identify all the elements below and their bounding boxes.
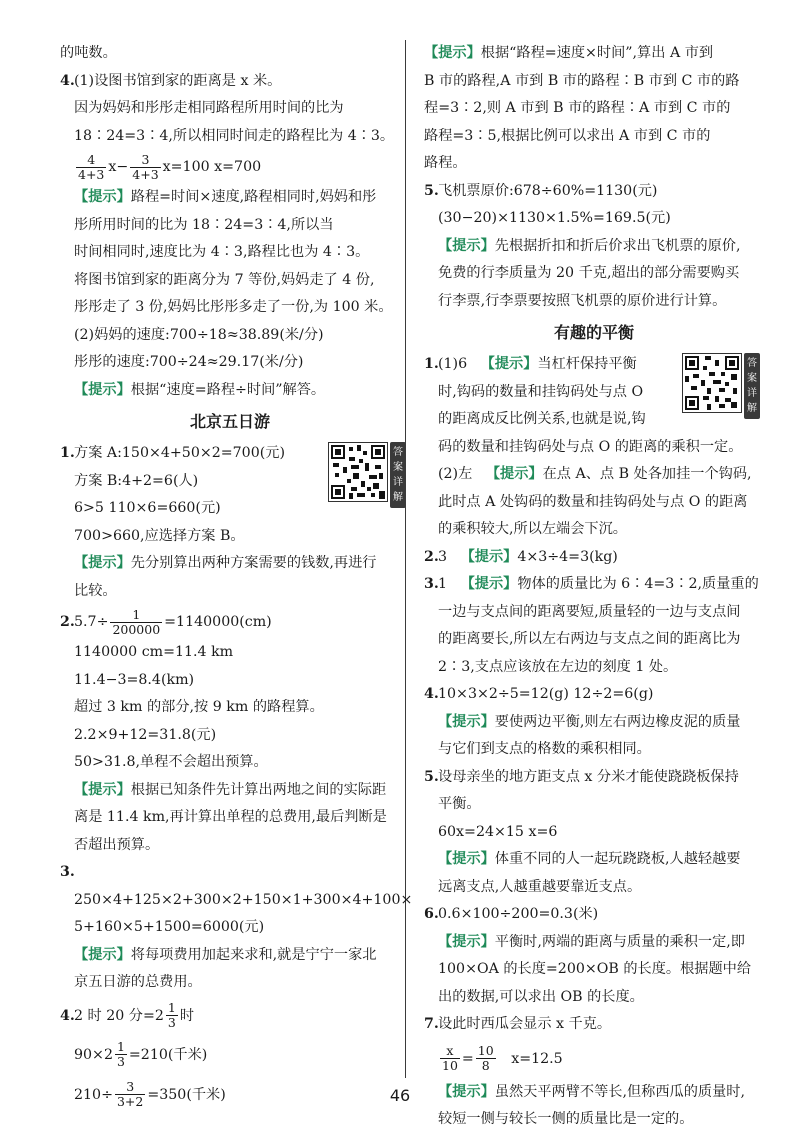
hint-line: 彤彤走了 3 份,妈妈比彤彤多走了一份,为 100 米。	[74, 299, 393, 315]
answer-line: 1140000 cm=11.4 km	[74, 644, 234, 660]
balance-question-2: 2.3 【提示】4×3÷4=3(kg)	[424, 544, 764, 572]
question-number: 4.	[60, 1007, 75, 1024]
page-number: 46	[389, 1086, 411, 1105]
qr-code	[682, 353, 762, 421]
section-title: 北京五日游	[189, 412, 270, 431]
hint-line: 免费的行李质量为 20 千克,超出的部分需要购买	[438, 265, 740, 281]
fraction: $\frac{3}{4+3}$	[132, 151, 159, 182]
section-title: 有趣的平衡	[553, 323, 634, 342]
hint-line: 京五日游的总费用。	[74, 974, 202, 990]
continued-text: 的吨数。	[60, 45, 117, 61]
answer-line: (2)左 【提示】在点 A、点 B 处各加挂一个钩码,	[438, 466, 752, 482]
qr-code-icon	[682, 353, 742, 413]
question-number: 3.	[424, 576, 439, 592]
hint-tag: 【提示】	[424, 45, 481, 61]
hint-block: 【提示】根据已知条件先计算出两地之间的实际距	[74, 781, 387, 798]
answer-line: 700>660,应选择方案 B。	[74, 527, 245, 544]
answer-line: (30−20)×1130×1.5%=169.5(元)	[438, 210, 671, 226]
question-number: 1.	[424, 356, 439, 372]
hint-tag: 【提示】	[438, 851, 495, 867]
hint-line: 时间相同时,速度比为 4∶3,路程比也为 4∶3。	[74, 244, 370, 260]
answer-line: 超过 3 km 的部分,按 9 km 的路程算。	[74, 699, 324, 715]
fraction: $\frac{1}{200000}$	[112, 606, 161, 637]
left-column	[60, 40, 413, 1115]
answer-line: 飞机票原价:678÷60%=1130(元)	[438, 182, 658, 199]
hint-block: 【提示】虽然天平两臂不等长,但称西瓜的质量时,	[438, 1083, 745, 1100]
question-number: 1.	[60, 445, 75, 461]
question-2: 2.5.7÷ $\frac{1}{200000}$ =1140000(cm) 1140000 cm=11.4 km 11.4−3=8.4(km) 超过 3 km 的部分,按 9 km 的路程算。 2.2×9+12=31.8(元) 50>31.8,单程不会超出预算。 【提示】根据已知条件先计算出两地之间的实际距 离是 11.4 km,再计算出单程的总费用,最后判断是 否超出预算。	[60, 605, 400, 859]
hint-tag: 【提示】	[74, 555, 131, 571]
fraction: $\frac{3}{3+2}$	[116, 1079, 144, 1109]
hint-line: 2∶3,支点应该放在左边的刻度 1 处。	[438, 658, 678, 675]
hint-line: 路程。	[424, 155, 467, 171]
balance-question-5	[424, 764, 764, 902]
hint-tag: 【提示】	[438, 713, 495, 730]
answer-line: 的乘积较大,所以左端会下沉。	[438, 521, 627, 537]
hint-line: 路程=3∶5,根据比例可以求出 A 市到 C 市的	[424, 127, 711, 144]
answer-line: 时,钩码的数量和挂钩码处与点 O	[438, 383, 644, 400]
hint-tag: 【提示】	[74, 189, 131, 205]
qr-code-icon	[328, 442, 388, 502]
balance-question-6	[424, 901, 764, 1011]
question-4	[60, 68, 400, 405]
qr-label: 答案详解	[744, 353, 760, 419]
answer-line: 码的数量和挂钩码处与点 O 的距离的乘积一定。	[438, 438, 743, 455]
hint-tag: 【提示】	[460, 576, 518, 592]
column-divider	[405, 40, 406, 1078]
hint-block: 【提示】根据“速度=路程÷时间”解答。	[74, 381, 326, 398]
question-number: 5.	[424, 182, 439, 199]
question-1	[60, 440, 403, 605]
question-3	[60, 859, 413, 997]
answer-line: 18∶24=3∶4,所以相同时间走的路程比为 4∶3。	[74, 127, 395, 144]
answer-line: 此时点 A 处钩码的数量和挂钩码处与点 O 的距离	[438, 493, 748, 510]
answer-line: 设母亲坐的地方距支点 x 分米才能使跷跷板保持	[438, 768, 739, 785]
hint-block: 【提示】根据“路程=速度×时间”,算出 A 市到 B 市的路程,A 市到 B 市的路程∶B 市到 C 市的路 程=3∶2,则 A 市到 B 市的路程∶A 市到 C 市的 路程=3∶5,根据比例可以求出 A 市到 C 市的 路程。	[424, 40, 764, 178]
balance-question-3: 3.1 【提示】物体的质量比为 6∶4=3∶2,质量重的 一边与支点间的距离要短,质量轻的一边与支点间 的距离要长,所以左右两边与支点之间的距离比为 2∶3,支点应该放在左边的刻度 1 处。	[424, 571, 764, 681]
hint-line: 比较。	[74, 582, 117, 599]
hint-line: 100×OA 的长度=200×OB 的长度。根据题中给	[438, 961, 752, 977]
question-5	[424, 178, 764, 316]
question-number: 7.	[424, 1016, 439, 1032]
fraction: $\frac{4}{4+3}$	[78, 151, 105, 182]
balance-question-7	[424, 1011, 764, 1134]
hint-tag: 【提示】	[74, 946, 131, 963]
hint-tag: 【提示】	[438, 933, 495, 950]
fraction: $\frac{1}{3}$	[167, 1000, 176, 1030]
answer-line: 彤彤的速度:700÷24≈29.17(米/分)	[74, 354, 304, 370]
answer-line: 的距离成反比例关系,也就是说,钩	[438, 411, 646, 427]
hint-block: 【提示】将每项费用加起来求和,就是宁宁一家北	[74, 946, 377, 963]
answer-line: (1)设图书馆到家的距离是 x 米。	[74, 72, 282, 89]
answer-line: 250×4+125×2+300×2+150×1+300×4+100×	[74, 891, 413, 908]
hint-line: 较短一侧与较长一侧的质量比是一定的。	[438, 1111, 694, 1127]
hint-tag: 【提示】	[74, 381, 131, 398]
fraction: $\frac{10}{8}$	[477, 1043, 494, 1073]
answer-line: 11.4−3=8.4(km)	[74, 671, 195, 688]
hint-block: 【提示】路程=时间×速度,路程相同时,妈妈和彤	[74, 189, 377, 205]
question-number: 6.	[424, 906, 439, 922]
equation-line: 210÷ $\frac{3}{3+2}$ =350(千米)	[74, 1079, 226, 1109]
answer-line: 60x=24×15 x=6	[438, 823, 558, 840]
right-column	[424, 40, 764, 1134]
question-number: 3.	[60, 864, 75, 880]
answer-line: 设此时西瓜会显示 x 千克。	[438, 1016, 612, 1032]
hint-line: 的距离要长,所以左右两边与支点之间的距离比为	[438, 631, 741, 647]
question-4b: 4.2 时 20 分=2 $\frac{1}{3}$ 时 90×2 $\frac{1}{3}$ =210(千米) 210÷ $\frac{3}{3+2}$ =350(千米)	[60, 997, 400, 1115]
hint-line: 远离支点,人越重越要靠近支点。	[438, 878, 642, 895]
hint-line: 出的数据,可以求出 OB 的长度。	[438, 988, 644, 1005]
hint-tag: 【提示】	[480, 356, 538, 372]
answer-line: 0.6×100÷200=0.3(米)	[438, 906, 599, 922]
qr-code	[328, 442, 408, 510]
hint-block: 【提示】体重不同的人一起玩跷跷板,人越轻越要	[438, 851, 741, 867]
hint-line: 程=3∶2,则 A 市到 B 市的路程∶A 市到 C 市的	[424, 100, 731, 116]
hint-block: 【提示】先根据折扣和折后价求出飞机票的原价,	[438, 237, 741, 254]
hint-line: 与它们到支点的格数的乘积相同。	[438, 741, 651, 757]
answer-line: 6>5 110×6=660(元)	[74, 500, 221, 516]
balance-question-4	[424, 681, 764, 764]
equation-line: $\frac{x}{10}$ = $\frac{10}{8}$ x=12.5	[442, 1043, 563, 1073]
equation-line: $\frac{4}{4+3}$ x− $\frac{3}{4+3}$ x=100 x=700	[78, 151, 262, 182]
hint-line: 将图书馆到家的距离分为 7 等份,妈妈走了 4 份,	[74, 271, 375, 288]
answer-line: 平衡。	[438, 796, 481, 812]
hint-tag: 【提示】	[438, 1083, 495, 1100]
question-number: 2.	[424, 548, 439, 565]
hint-block: 【提示】先分别算出两种方案需要的钱数,再进行	[74, 555, 377, 571]
answer-line: 50>31.8,单程不会超出预算。	[74, 754, 268, 770]
answer-line: 因为妈妈和彤彤走相同路程所用时间的比为	[74, 100, 344, 116]
balance-question-1: 答案详解 1.(1)6 【提示】当杠杆保持平衡 时,钩码的数量和挂钩码处与点 O 的距离成反比例关系,也就是说,钩 码的数量和挂钩码处与点 O 的距离的乘积一定。 (2)左 【提示】在点 A、点 B 处各加挂一个钩码, 此时点 A 处钩码的数量和挂钩码处与点 O 的距离 的乘积较大,所以左端会下沉。	[424, 351, 764, 544]
hint-line: B 市的路程,A 市到 B 市的路程∶B 市到 C 市的路	[424, 72, 740, 89]
qr-label: 答案详解	[390, 442, 406, 508]
answer-line: 方案 A:150×4+50×2=700(元)	[74, 445, 285, 461]
hint-tag: 【提示】	[74, 781, 131, 798]
hint-line: 否超出预算。	[74, 836, 160, 853]
question-number: 4.	[60, 72, 75, 89]
answer-line: 10×3×2÷5=12(g) 12÷2=6(g)	[438, 686, 654, 702]
answer-line: 2.2×9+12=31.8(元)	[74, 726, 217, 743]
hint-tag: 【提示】	[460, 548, 518, 565]
hint-tag: 【提示】	[438, 237, 495, 254]
fraction: $\frac{1}{3}$	[116, 1039, 125, 1069]
question-number: 2.	[60, 614, 75, 630]
answer-line: (2)妈妈的速度:700÷18≈38.89(米/分)	[74, 326, 324, 343]
hint-line: 彤所用时间的比为 18∶24=3∶4,所以当	[74, 216, 334, 233]
answer-line: 方案 B:4+2=6(人)	[74, 472, 199, 489]
hint-line: 行李票,行李票要按照飞机票的原价进行计算。	[438, 292, 727, 309]
answer-line: 5+160×5+1500=6000(元)	[74, 919, 265, 935]
fraction: $\frac{x}{10}$	[442, 1043, 458, 1073]
hint-block: 【提示】平衡时,两端的距离与质量的乘积一定,即	[438, 933, 745, 950]
hint-line: 离是 11.4 km,再计算出单程的总费用,最后判断是	[74, 809, 387, 825]
question-number: 4.	[424, 686, 439, 702]
hint-line: 一边与支点间的距离要短,质量轻的一边与支点间	[438, 603, 741, 620]
equation-line: 90×2 $\frac{1}{3}$ =210(千米)	[74, 1039, 208, 1069]
question-number: 5.	[424, 768, 439, 785]
hint-tag: 【提示】	[485, 466, 543, 482]
hint-block: 【提示】要使两边平衡,则左右两边橡皮泥的质量	[438, 713, 741, 730]
